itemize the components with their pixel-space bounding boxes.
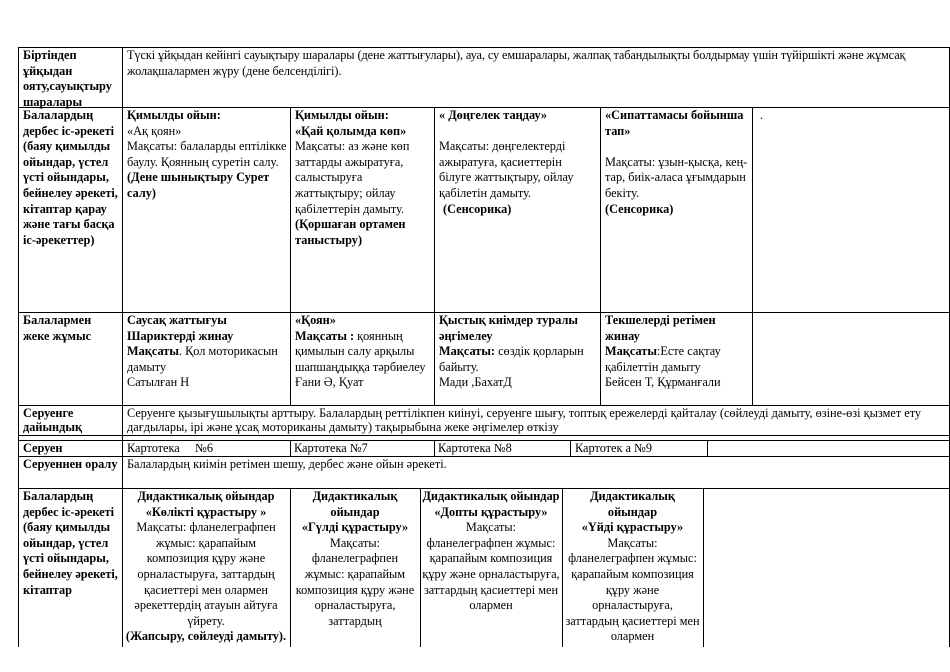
activity-goal: Мақсаты: дөңгелектерді ажыратуға, қасиеттерін білуге жаттықтыру, ойлау қабілетін дамыту. [439, 139, 574, 200]
goal-text: қоянның қимылын салу арқылы шапшаңдыққа тәрбиелеу [295, 328, 426, 374]
game-title: Дидактикалық ойындар [590, 489, 675, 519]
game-name: «Допты құрастыру» [434, 504, 548, 519]
individual-names: Сатылған Н [127, 375, 190, 390]
activity-cell-5: . [760, 108, 764, 122]
game-title: Дидактикалық ойындар [312, 489, 398, 519]
game-cell-2 [292, 489, 418, 629]
activity-tag: (Сенсорика) [443, 201, 512, 216]
individual-goal [127, 344, 287, 375]
activity-title: Қимылды ойын: [127, 108, 221, 122]
game-name: «Гүлді құрастыру» [301, 520, 409, 535]
activity-cell-1 [127, 108, 287, 202]
individual-title: Текшелерді ретімен жинау [605, 313, 716, 343]
individual-title: Саусақ жаттығуы Шариктерді жинау [127, 313, 234, 343]
individual-cell-3 [439, 313, 597, 391]
activity-cell-3 [439, 108, 597, 217]
game-goal: Мақсаты: фланелеграфпен жұмыс: қарапайым композиция құру және орналастыруға, заттардың қасиеттері мен олармен [422, 520, 560, 613]
goal-text: сөздік қорларын байыту. [439, 344, 584, 374]
individual-goal [295, 329, 431, 376]
individual-goal [605, 344, 750, 375]
game-cell-1 [124, 489, 288, 645]
individual-cell-1 [127, 313, 287, 391]
activity-goal: Мақсаты: балаларды ептілікке баулу. Қоянның суретін салу. [127, 139, 287, 169]
row-label-walk-prep: Серуенге дайындық [23, 406, 83, 434]
walk-card-4: Картотек а №9 [575, 441, 652, 455]
game-name: «Үйді құрастыру» [581, 520, 684, 535]
game-goal: Мақсаты: фланелеграфпен жұмыс: қарапайым композиция құру және орналастыруға, заттардың [295, 535, 415, 628]
individual-goal [439, 344, 597, 375]
goal-label: Мақсаты: [439, 344, 496, 359]
row-text-wakeup: Түскі ұйқыдан кейінгі сауықтыру шаралары (дене жаттығулары), ауа, су емшаралары, жалпақ табандылықты болдырмау үшін түйіршікті және жұмсақ жолақшалармен жүру (дене белсенділігі). [127, 48, 906, 78]
activity-title: Қимылды ойын: [295, 108, 389, 122]
activity-cell-4 [605, 108, 748, 217]
game-tag: (Жапсыру, сөйлеуді дамыту). [125, 629, 287, 644]
walk-card-1: Картотека №6 [127, 441, 214, 455]
activity-goal: Мақсаты: ұзын-қысқа, кең-тар, биік-аласа ұғымдарын бекіту. [605, 154, 748, 200]
row-label-individual-work: Балалармен жеке жұмыс [23, 313, 92, 343]
activity-title: « Дөңгелек таңдау» [439, 108, 548, 122]
activity-cell-2 [295, 108, 431, 248]
individual-cell-4 [605, 313, 750, 391]
game-cell-3 [422, 489, 560, 614]
walk-card-2: Картотека №7 [294, 441, 368, 455]
goal-label: Мақсаты : [295, 328, 355, 343]
game-name: «Көлікті құрастыру » [145, 504, 267, 519]
individual-title: Қыстық киімдер туралы әңгімелеу [439, 313, 578, 343]
goal-text: :Есте сақтау қабілеттін дамыту [605, 344, 721, 374]
activity-goal: Мақсаты: аз және көп заттарды ажыратуға, салыстыруға жаттықтыру; ойлау қабілеттерін дамыту. [295, 139, 410, 216]
game-cell-4 [564, 489, 701, 645]
walk-card-3: Картотека №8 [438, 441, 512, 455]
goal-text: . Қол моторикасын дамыту [127, 344, 278, 374]
game-title: Дидактикалық ойындар [422, 489, 560, 503]
individual-names: Бейсен Т, Құрманғали [605, 375, 721, 390]
goal-label: Мақсаты [605, 344, 657, 359]
individual-names: Мади ,БахатД [439, 375, 512, 390]
row-label-independent-activity: Балалардың дербес іс-әрекеті (баяу қимылды ойындар, үстел үсті ойындары, бейнелеу әрекеті, кітаптар қарау және тағы басқа іс-әрекеттер) [23, 108, 118, 247]
activity-tag: (Қоршаған ортамен таныстыру) [295, 217, 406, 247]
row-label-walk: Серуен [23, 441, 63, 455]
activity-title: «Сипаттамасы бойынша тап» [605, 108, 744, 138]
row-label-return: Серуеннен оралу [23, 457, 118, 471]
row-text-return: Балалардың киімін ретімен шешу, дербес және ойын әрекеті. [127, 457, 447, 471]
individual-title: «Қоян» [295, 313, 336, 327]
activity-tag: (Дене шынықтыру Сурет салу) [127, 170, 270, 200]
row-text-walk-prep: Серуенге қызығушылықты арттыру. Балалардың реттілікпен киінуі, серуенге шығу, топтық ережелерді қайталау (сөйлеуді дамыту, өзіне-өзі қызмет ету дағдылары, ірі және ұсақ моториканы дамыту) тақырыбына жеке әңгімелер өткізу [127, 406, 922, 434]
row-label-independent-activity-2: Балалардың дербес іс-әрекеті (баяу қимылды ойындар, үстел үсті ойындары, бейнелеу әрекеті, кітаптар [23, 489, 118, 597]
activity-name: «Ақ қоян» [127, 123, 182, 138]
goal-label: Мақсаты [127, 344, 179, 359]
game-goal: Мақсаты: фланелеграфпен жұмыс: қарапайым композиция құру және орналастыруға, заттардың қасиеттері мен олармен [565, 535, 700, 644]
game-title: Дидактикалық ойындар [137, 489, 275, 503]
activity-tag: (Сенсорика) [605, 201, 674, 216]
individual-names: Ғани Ә, Қуат [295, 375, 364, 390]
activity-name: «Қай қолымда көп» [295, 123, 407, 138]
game-goal: Мақсаты: фланелеграфпен жұмыс: қарапайым композиция құру және орналастыруға, заттардың қасиеттері мен олармен әрекеттердің атауын айтуға үйрету. [134, 520, 278, 628]
row-label-wakeup: Біртіндеп ұйқыдан ояту,сауықтыру шаралары [23, 48, 112, 109]
individual-cell-2 [295, 313, 431, 391]
